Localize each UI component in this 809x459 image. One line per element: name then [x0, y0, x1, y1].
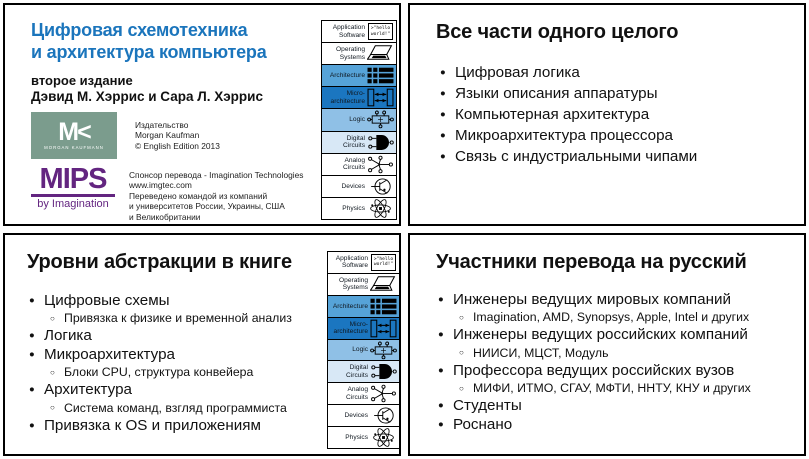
stack-level-architecture — [322, 65, 396, 87]
bullet-text: Языки описания аппаратуры — [455, 85, 658, 102]
slide-title: Уровни абстракции в книге — [27, 251, 292, 273]
transistor-network-icon — [367, 155, 394, 174]
bullet-marker — [438, 419, 453, 430]
stack-level-label: Analog Circuits — [343, 156, 365, 172]
memory-rows-icon — [367, 66, 394, 85]
code-sample-icon — [370, 253, 397, 272]
bullet-item — [438, 326, 751, 345]
adder-block-icon — [367, 110, 394, 129]
stack-level-logic — [322, 109, 396, 131]
stack-level-analog-circuits — [322, 154, 396, 176]
bullet-item — [438, 344, 751, 361]
atom-icon — [367, 199, 394, 218]
bullet-marker — [459, 348, 473, 357]
code-sample-text: >"hello world!" — [368, 23, 393, 39]
bullet-marker — [50, 314, 64, 323]
bullet-text: Микроархитектура — [44, 345, 175, 363]
stack-level-label: Logic — [352, 346, 368, 354]
stack-level-digital-circuits — [328, 361, 399, 383]
atom-icon — [370, 428, 397, 447]
laptop-icon — [370, 275, 397, 294]
bullet-text: НИИСИ, МЦСТ, Модуль — [473, 345, 609, 360]
bullet-marker — [440, 151, 455, 162]
morgan-kaufmann-caption: MORGAN KAUFMANN — [44, 145, 104, 150]
bullet-list — [29, 291, 292, 435]
bullet-marker — [50, 403, 64, 412]
stack-level-label: Physics — [345, 433, 368, 441]
bullet-item — [440, 62, 697, 83]
and-gate-icon — [367, 133, 394, 152]
bullet-item — [29, 399, 292, 416]
stack-level-application-software — [328, 252, 399, 274]
stack-level-label: Devices — [344, 411, 368, 419]
bullet-marker — [29, 349, 44, 360]
stack-level-label: Application Software — [335, 255, 368, 270]
svg-text:+: + — [380, 345, 387, 355]
stack-level-label: Logic — [349, 116, 365, 124]
datapath-icon — [367, 88, 394, 107]
stack-level-logic — [328, 340, 399, 362]
bullet-item — [29, 381, 292, 400]
stack-level-label: Architecture — [329, 72, 365, 80]
bullet-list — [438, 290, 751, 434]
bullet-text: Imagination, AMD, Synopsys, Apple, Intel и других — [473, 310, 750, 324]
bullet-text: Связь с индустриальными чипами — [455, 148, 698, 165]
stack-level-label: Devices — [341, 182, 365, 190]
book-title — [31, 19, 267, 63]
publisher-info — [135, 120, 220, 151]
sponsor-info-line: и Великобритании — [129, 211, 201, 222]
slide-translators — [408, 233, 806, 456]
stack-level-label: Application Software — [332, 24, 365, 39]
code-sample-icon — [367, 22, 394, 41]
bullet-marker — [29, 420, 44, 431]
slide-title: Участники перевода на русский — [436, 251, 747, 273]
publisher-info-line: Morgan Kaufman — [135, 130, 200, 141]
bullet-text: Микроархитектура процессора — [455, 127, 673, 144]
slide-all-parts — [408, 3, 806, 226]
book-title-line-2: и архитектура компьютера — [31, 42, 267, 62]
authors-label: Дэвид М. Хэррис и Сара Л. Хэррис — [31, 89, 263, 104]
stack-level-micro--architecture — [322, 87, 396, 109]
bullet-marker — [438, 365, 453, 376]
book-title-line-1: Цифровая схемотехника — [31, 20, 248, 40]
bullet-marker — [459, 313, 473, 322]
bullet-item — [440, 146, 697, 167]
mips-logo — [31, 163, 115, 210]
stack-level-devices — [328, 405, 399, 427]
bullet-marker — [50, 368, 64, 377]
stack-level-label: Architecture — [332, 302, 368, 310]
bullet-text: Цифровые схемы — [44, 291, 170, 309]
bullet-marker — [438, 329, 453, 340]
bullet-item — [438, 380, 751, 397]
bullet-marker — [438, 400, 453, 411]
stack-level-application-software — [322, 21, 396, 43]
bullet-text: Студенты — [453, 397, 522, 415]
bullet-marker — [438, 294, 453, 305]
slide-book-title — [3, 3, 401, 226]
bullet-text: Привязка к OS и приложениям — [44, 416, 261, 434]
bullet-item — [438, 290, 751, 309]
publisher-info-line: Издательство — [135, 119, 189, 130]
slide-title: Все части одного целого — [436, 21, 679, 43]
bullet-marker — [440, 130, 455, 141]
bullet-text: МИФИ, ИТМО, СГАУ, МФТИ, ННТУ, КНУ и других — [473, 381, 751, 395]
bullet-item — [438, 415, 751, 434]
slide-abstraction-levels — [3, 233, 401, 456]
and-gate-icon — [370, 362, 397, 381]
bullet-marker — [29, 295, 44, 306]
sponsor-row — [31, 163, 304, 222]
bullet-marker — [29, 330, 44, 341]
bullet-item — [438, 309, 751, 326]
bullet-item — [29, 327, 292, 346]
sponsor-info-line: Спонсор перевода - Imagination Technologies — [129, 170, 304, 180]
stack-level-digital-circuits — [322, 132, 396, 154]
bullet-item — [29, 416, 292, 435]
bullet-text: Привязка к физике и временной анализ — [64, 311, 292, 325]
datapath-icon — [370, 319, 397, 338]
adder-block-icon — [370, 341, 397, 360]
stack-level-devices — [322, 176, 396, 198]
publisher-info-line: © English Edition 2013 — [135, 140, 220, 151]
stack-level-label: Digital Circuits — [343, 134, 365, 150]
bullet-list — [440, 62, 697, 167]
bullet-item — [440, 125, 697, 146]
sponsor-info — [129, 170, 303, 222]
stack-level-label: Digital Circuits — [346, 364, 368, 379]
laptop-icon — [367, 44, 394, 63]
publisher-row — [31, 112, 220, 159]
stack-level-label: Micro- architecture — [333, 320, 368, 336]
stack-level-architecture — [328, 296, 399, 318]
bullet-text: Роснано — [453, 415, 513, 433]
sponsor-info-line: www.imgtec.com — [129, 180, 192, 191]
abstraction-stack — [327, 251, 400, 449]
stack-level-physics — [328, 427, 399, 448]
code-sample-text: >"hello world!" — [371, 254, 396, 270]
morgan-kaufmann-mark: M< — [58, 118, 90, 146]
memory-rows-icon — [370, 297, 397, 316]
morgan-kaufmann-logo — [31, 112, 117, 159]
stack-level-operating-systems — [322, 43, 396, 65]
transistor-network-icon — [370, 384, 397, 403]
abstraction-stack — [321, 20, 397, 220]
stack-level-analog-circuits — [328, 383, 399, 405]
bullet-item — [29, 310, 292, 327]
stack-level-label: Analog Circuits — [346, 386, 368, 401]
bullet-text: Инженеры ведущих мировых компаний — [453, 290, 731, 308]
svg-text:+: + — [377, 115, 384, 125]
bullet-item — [440, 83, 697, 104]
edition-label: второе издание — [31, 73, 133, 88]
mips-logo-byline: by Imagination — [37, 198, 109, 210]
stack-level-label: Micro- architecture — [330, 90, 365, 105]
bullet-item — [438, 361, 751, 380]
bullet-text: Компьютерная архитектура — [455, 106, 650, 123]
stack-level-label: Operating Systems — [339, 276, 368, 292]
stack-level-label: Physics — [342, 204, 365, 212]
bullet-item — [440, 104, 697, 125]
bullet-marker — [459, 384, 473, 393]
sponsor-info-line: Переведено командой из компаний — [129, 190, 268, 201]
stack-level-operating-systems — [328, 274, 399, 296]
bullet-text: Цифровая логика — [455, 64, 580, 81]
bullet-text: Система команд, взгляд программиста — [64, 400, 287, 415]
stack-level-physics — [322, 198, 396, 219]
bullet-text: Архитектура — [44, 381, 132, 399]
bullet-item — [438, 397, 751, 416]
bullet-text: Блоки CPU, структура конвейера — [64, 365, 254, 379]
transistor-icon — [370, 406, 397, 425]
bullet-marker — [440, 88, 455, 99]
bullet-item — [29, 291, 292, 310]
bullet-marker — [440, 109, 455, 120]
stack-level-micro--architecture — [328, 318, 399, 340]
bullet-text: Логика — [44, 327, 92, 345]
bullet-item — [29, 345, 292, 364]
bullet-text: Профессора ведущих российских вузов — [453, 361, 735, 379]
bullet-item — [29, 364, 292, 381]
mips-logo-word: MIPS — [31, 166, 115, 197]
bullet-marker — [29, 384, 44, 395]
bullet-text: Инженеры ведущих российских компаний — [453, 326, 748, 344]
stack-level-label: Operating Systems — [336, 46, 365, 61]
sponsor-info-line: и университетов России, Украины, США — [129, 201, 285, 212]
transistor-icon — [367, 177, 394, 196]
bullet-marker — [440, 67, 455, 78]
